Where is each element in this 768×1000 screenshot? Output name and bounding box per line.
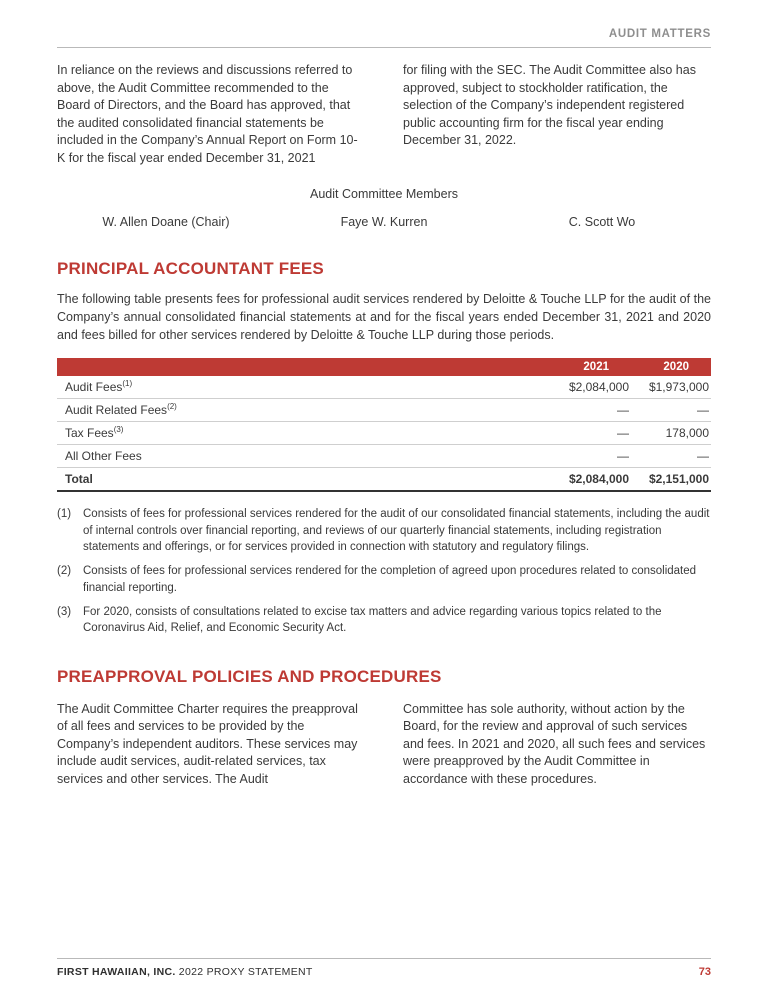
- footnote: (3) For 2020, consists of consultations related to excise tax matters and advice regarding various topics related to the Coronavirus Aid, Relief, and Economic Security Act.: [57, 605, 662, 635]
- footer-doc-title: 2022 PROXY STATEMENT: [175, 966, 313, 978]
- fees-table-header: [57, 358, 711, 376]
- fees-table: [57, 358, 711, 492]
- footnote: (2) Consists of fees for professional services rendered for the completion of agreed upon procedures related to consolidated financial reporting.: [57, 565, 697, 594]
- fees-table-header-2021: 2021: [536, 358, 631, 376]
- fees-table-header-label: [57, 358, 536, 376]
- fees-table-row: Audit Fees$^{(1)}$ $2,084,000 $1,973,000: [57, 376, 711, 399]
- principal-accountant-fees-heading: PRINCIPAL ACCOUNTANT FEES: [57, 259, 324, 278]
- fees-table-body: [57, 376, 711, 491]
- committee-member: Faye W. Kurren: [340, 215, 428, 229]
- preapproval-heading: PREAPPROVAL POLICIES AND PROCEDURES: [57, 666, 442, 686]
- fees-intro-paragraph: The following table presents fees for professional audit services rendered by Deloitte & Touche LLP for the audit of the Company’s annual consolidated financial statements at and for the fiscal years ended December 31, 2021 and 2020 and fees billed for other services rendered by Deloitte & Touche LLP during those periods.: [57, 292, 711, 342]
- footnotes: [57, 506, 711, 636]
- footnote: (1) Consists of fees for professional services rendered for the audit of our consolidated financial statements, including the audit of internal controls over financial reporting, and reviews of our quarterly financial statements, including registration statements and offerings, or for services provided in connection with statutory and regulatory filings.: [57, 508, 710, 553]
- footer-company-name: FIRST HAWAIIAN, INC.: [57, 966, 176, 978]
- committee-members-title: Audit Committee Members: [310, 187, 458, 201]
- preapproval-left-column: The Audit Committee Charter requires the preapproval of all fees and services to be provided by the Company’s independent auditors. These services may include audit services, audit-related services, tax services and other services. The Audit: [57, 701, 358, 786]
- footer-page-number: 73: [698, 966, 711, 978]
- fees-table-row: Audit Related Fees$^{(2)}$ — —: [57, 399, 711, 422]
- intro-left-column: In reliance on the reviews and discussions referred to above, the Audit Committee recommended to the Board of Directors, and the Board has approved, that the audited consolidated financial statements be included in the Company’s Annual Report on Form 10-K for the fiscal year ended December 31, 2021: [57, 63, 358, 165]
- committee-member: C. Scott Wo: [568, 215, 636, 229]
- running-header-title: AUDIT MATTERS: [608, 28, 711, 40]
- intro-paragraphs: [57, 62, 711, 167]
- fees-table-row: Total $2,084,000 $2,151,000: [57, 468, 711, 492]
- intro-right-column: for filing with the SEC. The Audit Committee also has approved, subject to stockholder ratification, the selection of the Company’s independent registered public accounting firm for the fiscal year ending December 31, 2022.: [403, 63, 696, 147]
- preapproval-right-column: Committee has sole authority, without action by the Board, for the review and approval of such services and fees. In 2021 and 2020, all such fees and services were preapproved by the Audit Committee in accordance with these procedures.: [403, 701, 706, 786]
- running-header: [57, 0, 711, 48]
- footer-left: [57, 966, 313, 978]
- committee-member: W. Allen Doane (Chair): [102, 215, 230, 229]
- preapproval-paragraphs: [57, 701, 711, 789]
- fees-table-row: Tax Fees$^{(3)}$ — 178,000: [57, 422, 711, 445]
- committee-members: [57, 215, 711, 229]
- fees-table-header-2020: 2020: [631, 358, 711, 376]
- page-footer: [57, 958, 711, 978]
- fees-table-row: All Other Fees — —: [57, 445, 711, 468]
